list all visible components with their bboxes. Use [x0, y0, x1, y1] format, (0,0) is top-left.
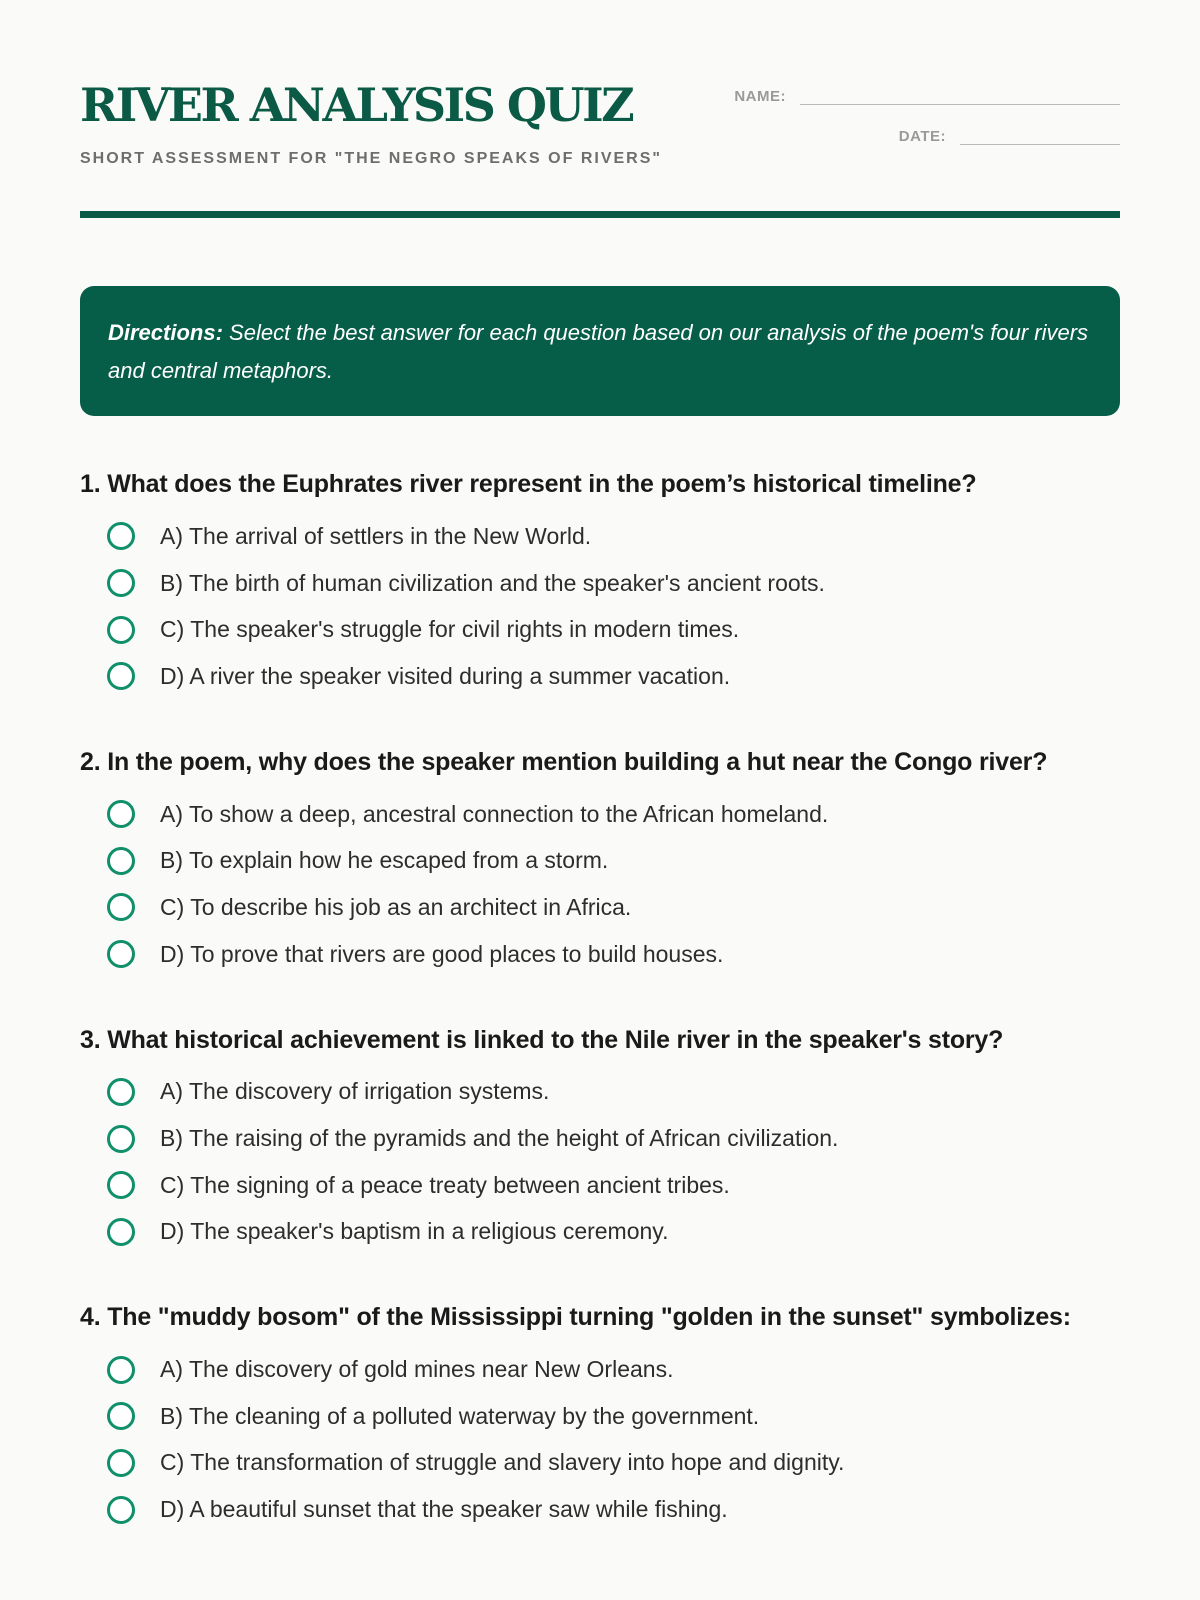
answer-option[interactable] [80, 1440, 1140, 1487]
radio-icon[interactable] [107, 800, 135, 828]
answer-option[interactable] [80, 560, 1140, 607]
radio-icon[interactable] [107, 1402, 135, 1430]
question-prefix: 3. What historical achievement is linked to the [80, 1025, 625, 1054]
answer-text: A) The arrival of settlers in the New World. [160, 522, 592, 549]
question-keyword: Mississippi [430, 1303, 563, 1332]
answer-text: C) The speaker's struggle for civil rights in modern times. [160, 616, 740, 643]
question-keyword: Nile [624, 1025, 670, 1054]
answer-options [80, 791, 1140, 978]
answer-option[interactable] [80, 884, 1140, 931]
question-suffix: river represent in the poem’s historical timeline? [402, 470, 977, 498]
answer-option[interactable] [80, 1346, 1140, 1393]
answer-text: D) A beautiful sunset that the speaker saw while fishing. [160, 1496, 728, 1523]
question-text [80, 1022, 1140, 1059]
radio-icon[interactable] [107, 1449, 135, 1477]
answer-text: C) The transformation of struggle and slavery into hope and dignity. [160, 1449, 845, 1476]
question-prefix: 4. The "muddy bosom" of the [80, 1303, 431, 1332]
answer-text: B) The birth of human civilization and the speaker's ancient roots. [160, 569, 825, 596]
name-line[interactable] [800, 84, 1120, 105]
page-subtitle: SHORT ASSESSMENT FOR "THE NEGRO SPEAKS OF RIVERS" [80, 150, 662, 167]
question-suffix: river? [972, 747, 1048, 776]
radio-icon[interactable] [107, 616, 135, 644]
answer-text: D) To prove that rivers are good places to build houses. [160, 940, 724, 967]
radio-icon[interactable] [107, 522, 135, 550]
answer-text: A) To show a deep, ancestral connection to the African homeland. [160, 800, 829, 827]
answer-text: D) The speaker's baptism in a religious ceremony. [160, 1218, 669, 1245]
name-field [734, 84, 1120, 105]
question-3 [80, 1022, 1140, 1256]
answer-option[interactable] [80, 513, 1140, 560]
radio-icon[interactable] [107, 1078, 135, 1106]
answer-options [80, 1346, 1140, 1533]
answer-text: B) The cleaning of a polluted waterway by the government. [160, 1402, 760, 1429]
answer-option[interactable] [80, 1069, 1140, 1116]
directions-text: Select the best answer for each question based on our analysis of the poem's four rivers and central metaphors. [108, 320, 1089, 383]
radio-icon[interactable] [107, 1218, 135, 1246]
header-divider [80, 211, 1120, 218]
radio-icon[interactable] [107, 847, 135, 875]
answer-text: A) The discovery of irrigation systems. [160, 1078, 550, 1105]
radio-icon[interactable] [107, 1171, 135, 1199]
radio-icon[interactable] [107, 1125, 135, 1153]
answer-option[interactable] [80, 1486, 1140, 1533]
question-text [80, 466, 1140, 503]
answer-options [80, 1069, 1140, 1256]
answer-option[interactable] [80, 653, 1140, 700]
answer-text: C) To describe his job as an architect in Africa. [160, 893, 632, 920]
answer-option[interactable] [80, 606, 1140, 653]
question-prefix: 2. In the poem, why does the speaker mention building a hut near the [80, 747, 895, 776]
question-text [80, 744, 1140, 781]
radio-icon[interactable] [107, 662, 135, 690]
header [80, 0, 1120, 220]
radio-icon[interactable] [107, 569, 135, 597]
answer-option[interactable] [80, 1209, 1140, 1256]
answer-option[interactable] [80, 1393, 1140, 1440]
answer-option[interactable] [80, 931, 1140, 978]
question-2 [80, 744, 1140, 978]
answer-options [80, 513, 1140, 700]
question-suffix: river in the speaker's story? [669, 1025, 1004, 1054]
question-list [80, 466, 1140, 1577]
date-label: DATE: [898, 128, 946, 145]
question-prefix: 1. What does the [80, 470, 283, 498]
directions-box [80, 286, 1120, 416]
question-keyword: Congo [894, 747, 973, 776]
answer-option[interactable] [80, 1115, 1140, 1162]
question-1 [80, 466, 1140, 700]
question-4 [80, 1299, 1140, 1533]
question-keyword: Euphrates [282, 470, 403, 498]
answer-text: B) The raising of the pyramids and the height of African civilization. [160, 1125, 839, 1152]
radio-icon[interactable] [107, 1496, 135, 1524]
answer-text: C) The signing of a peace treaty between ancient tribes. [160, 1171, 730, 1198]
radio-icon[interactable] [107, 940, 135, 968]
name-label: NAME: [734, 88, 786, 105]
answer-text: B) To explain how he escaped from a storm. [160, 847, 609, 874]
question-suffix: turning "golden in the sunset" symbolizes: [562, 1303, 1071, 1332]
date-field [899, 124, 1120, 145]
answer-text: A) The discovery of gold mines near New Orleans. [160, 1356, 674, 1383]
answer-option[interactable] [80, 837, 1140, 884]
radio-icon[interactable] [107, 1356, 135, 1384]
answer-option[interactable] [80, 791, 1140, 838]
radio-icon[interactable] [107, 893, 135, 921]
quiz-page [80, 0, 1120, 1523]
page-title: RIVER ANALYSIS QUIZ [80, 78, 633, 132]
question-text [80, 1299, 1140, 1336]
directions-label: Directions: [108, 320, 223, 345]
answer-text: D) A river the speaker visited during a summer vacation. [160, 662, 731, 689]
answer-option[interactable] [80, 1162, 1140, 1209]
date-line[interactable] [960, 124, 1120, 145]
